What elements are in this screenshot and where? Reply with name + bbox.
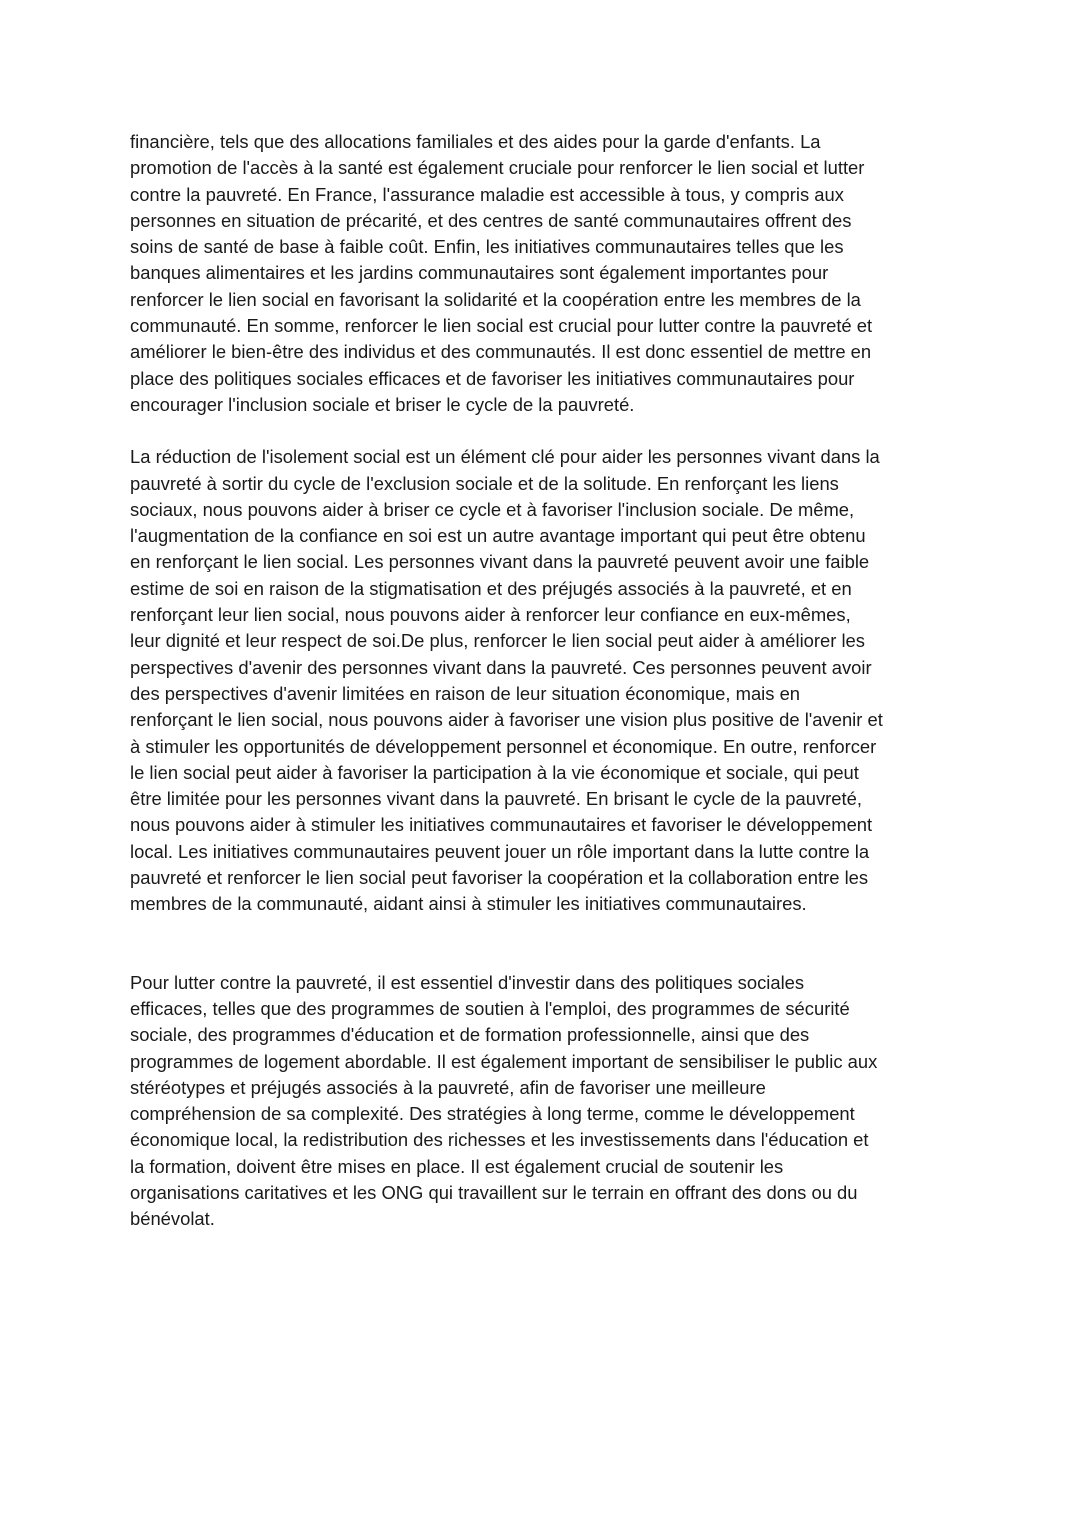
text-line: place des politiques sociales efficaces et de favoriser les initiatives communautaires pour	[130, 367, 855, 389]
text-line: contre la pauvreté. En France, l'assurance maladie est accessible à tous, y compris aux	[130, 183, 844, 205]
text-line: le lien social peut aider à favoriser la participation à la vie économique et sociale, qui peut	[130, 761, 859, 783]
text-line: banques alimentaires et les jardins communautaires sont également importantes pour	[130, 262, 829, 284]
text-line: sociale, des programmes d'éducation et de formation professionnelle, ainsi que des	[130, 1024, 810, 1046]
text-line: compréhension de sa complexité. Des stratégies à long terme, comme le développement	[130, 1103, 855, 1125]
text-line: en renforçant le lien social. Les personnes vivant dans la pauvreté peuvent avoir une faible	[130, 551, 870, 573]
document-body	[130, 129, 952, 1233]
text-line: stéréotypes et préjugés associés à la pauvreté, afin de favoriser une meilleure	[130, 1076, 766, 1098]
text-line: nous pouvons aider à stimuler les initiatives communautaires et favoriser le développement	[130, 814, 873, 836]
text-line: promotion de l'accès à la santé est également cruciale pour renforcer le lien social et lutter	[130, 157, 865, 179]
text-line: l'augmentation de la confiance en soi est un autre avantage important qui peut être obtenu	[130, 525, 866, 547]
text-line: membres de la communauté, aidant ainsi à stimuler les initiatives communautaires.	[130, 893, 807, 915]
paragraph-2	[130, 444, 952, 917]
text-line: être limitée pour les personnes vivant dans la pauvreté. En brisant le cycle de la pauvreté,	[130, 788, 862, 810]
paragraph-spacer	[130, 918, 952, 970]
text-line: sociaux, nous pouvons aider à briser ce cycle et à favoriser l'inclusion sociale. De même,	[130, 498, 855, 520]
text-line: programmes de logement abordable. Il est également important de sensibiliser le public aux	[130, 1050, 878, 1072]
text-line: personnes en situation de précarité, et des centres de santé communautaires offrent des	[130, 209, 852, 231]
text-line: La réduction de l'isolement social est un élément clé pour aider les personnes vivant dans la	[130, 446, 880, 468]
text-line: améliorer le bien-être des individus et des communautés. Il est donc essentiel de mettre en	[130, 341, 872, 363]
text-line: la formation, doivent être mises en place. Il est également crucial de soutenir les	[130, 1155, 784, 1177]
text-line: soins de santé de base à faible coût. Enfin, les initiatives communautaires telles que les	[130, 236, 844, 258]
text-line: bénévolat.	[130, 1208, 215, 1230]
paragraph-spacer	[130, 418, 952, 444]
text-line: à stimuler les opportunités de développement personnel et économique. En outre, renforcer	[130, 735, 877, 757]
text-line: renforçant leur lien social, nous pouvons aider à renforcer leur confiance en eux-mêmes,	[130, 604, 851, 626]
text-line: communauté. En somme, renforcer le lien social est crucial pour lutter contre la pauvreté et	[130, 315, 873, 337]
text-line: encourager l'inclusion sociale et briser le cycle de la pauvreté.	[130, 393, 635, 415]
text-line: des perspectives d'avenir limitées en raison de leur situation économique, mais en	[130, 682, 801, 704]
text-line: renforçant le lien social, nous pouvons aider à favoriser une vision plus positive de l'avenir et	[130, 709, 883, 731]
text-line: économique local, la redistribution des richesses et les investissements dans l'éducation et	[130, 1129, 869, 1151]
paragraph-1	[130, 129, 952, 418]
text-line: renforcer le lien social en favorisant la solidarité et la coopération entre les membres de la	[130, 288, 861, 310]
text-line: financière, tels que des allocations familiales et des aides pour la garde d'enfants. La	[130, 131, 821, 152]
text-line: perspectives d'avenir des personnes vivant dans la pauvreté. Ces personnes peuvent avoir	[130, 656, 872, 678]
text-line: organisations caritatives et les ONG qui travaillent sur le terrain en offrant des dons ou du	[130, 1181, 858, 1203]
text-line: leur dignité et leur respect de soi.De plus, renforcer le lien social peut aider à améliorer les	[130, 630, 865, 652]
paragraph-3	[130, 970, 952, 1233]
text-line: pauvreté à sortir du cycle de l'exclusion sociale et de la solitude. En renforçant les liens	[130, 472, 839, 494]
text-line: Pour lutter contre la pauvreté, il est essentiel d'investir dans des politiques sociales	[130, 971, 805, 993]
text-line: efficaces, telles que des programmes de soutien à l'emploi, des programmes de sécurité	[130, 997, 850, 1019]
text-line: local. Les initiatives communautaires peuvent jouer un rôle important dans la lutte contre la	[130, 840, 870, 862]
text-line: pauvreté et renforcer le lien social peut favoriser la coopération et la collaboration entre les	[130, 867, 869, 889]
text-line: estime de soi en raison de la stigmatisation et des préjugés associés à la pauvreté, et en	[130, 577, 852, 599]
